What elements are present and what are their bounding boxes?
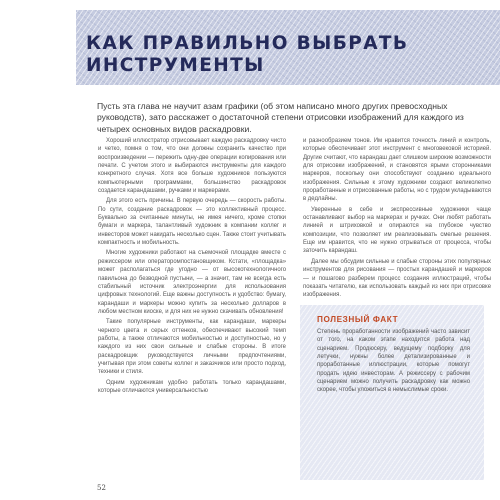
body-paragraph: Хороший иллюстратор отрисовывает каждую раскадровку чисто и четко, помня о том, что они должны сохранить качество при воспроизведении — пережить одну-две операции копирования или печати. С учетом этого и выбираются инструменты для каждого конкретного случая. Хотя все больше художников пользуются компьютерными программами, большинство раскадровок создается карандашами, ручками и маркерами. bbox=[98, 138, 286, 195]
right-column bbox=[303, 137, 491, 302]
page-number: 52 bbox=[97, 484, 106, 492]
lead-paragraph: Пусть эта глава не научит азам графики (об этом написано много других превосходных руководств), зато расскажет о достаточной степени отрисовки изображений для каждого из четырех основных видов раскадровки. bbox=[97, 101, 464, 134]
body-paragraph: Одним художникам удобно работать только карандашами, которые отличаются универсальностью bbox=[98, 379, 286, 394]
body-paragraph: и разнообразием тонов. Им нравится точность линий и контроль, которые обеспечивает этот инструмент с многовековой историей. Другие считают, что карандаш дает слишком широкие возможности для отрисовки изображений, и становятся ярыми сторонниками маркеров, поскольку они способствуют созданию идеального изображения. Сильные к этому художники создают великолепно проработанные и отрисованные работы, но с трудом укладываются в дедлайны. bbox=[303, 138, 491, 203]
fact-text: Степень проработанности изображений часто зависит от того, на каком этапе находится работа над сценарием. Продюсеру, ведущему подборку для летучки, нужны более детализированные и проработанные иллюстрации, которые помогут продать идею инвесторам. А режиссеру с рабочим сценарием можно получить раскадровку как можно скорее, чтобы уложиться в немыслимые сроки. bbox=[317, 329, 470, 394]
body-paragraph: Уверенные в себе и экспрессивные художники чаще останавливают выбор на маркерах и ручках. Они любят работать линией и штриховкой и опираются на глубокое чувство композиции, что позволяет им реализовывать смелые решения. Еще им нравится, что не нужно отрываться от процесса, чтобы заточить карандаш. bbox=[303, 206, 491, 255]
body-paragraph: Для этого есть причины. В первую очередь — скорость работы. По сути, создание раскадровок — это коллективный процесс. Буквально за считанные минуты, не имея ничего, кроме стопки бумаги и маркера, талантливый художник в компании коллег и инвесторов может накидать несколько сцен. Также стоит учитывать компактность и мобильность. bbox=[98, 198, 286, 247]
left-column bbox=[98, 137, 286, 397]
fact-title: ПОЛЕЗНЫЙ ФАКТ bbox=[317, 315, 399, 324]
body-paragraph: Такие популярные инструменты, как карандаши, маркеры черного цвета и серых оттенков, обеспечивают высокий темп работы, а также отличаются мобильностью и доступностью, но у каждого из них свои сильные и слабые стороны. В итоге раскадровщик руководствуется личными предпочтениями, учитывая при этом советы коллег и заказчиков или просто подход, техники и стиля. bbox=[98, 319, 286, 376]
useful-fact-box bbox=[300, 305, 484, 480]
body-paragraph: Многие художники работают на съемочной площадке вместе с режиссером или операторомпостановщиком. Кстати, «площадка» может располагаться где угодно — от высокотехнологичного павильона до безводной пустыни, — а значит, там не всегда есть стабильный источник электроэнергии для использования цифровых технологий. Еще важны доступность и удобство: бумагу, карандаши и маркеры можно купить за несколько долларов в любом местном киоске, и для них не нужно скачивать обновления! bbox=[98, 250, 286, 315]
body-paragraph: Далее мы обсудим сильные и слабые стороны этих популярных инструментов для рисования — простых карандашей и маркеров — и пошагово разберем процесс создания иллюстраций, чтобы показать читателю, как использовать каждый из них при отрисовке изображения. bbox=[303, 258, 491, 299]
chapter-title: КАК ПРАВИЛЬНО ВЫБРАТЬ ИНСТРУМЕНТЫ bbox=[86, 33, 409, 76]
